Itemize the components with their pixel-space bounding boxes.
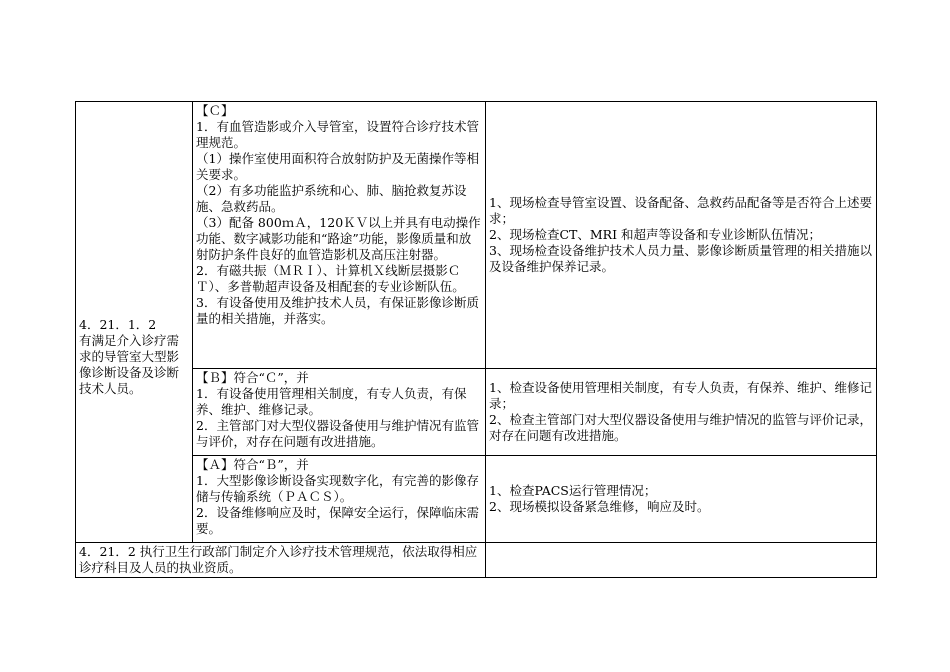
item-4-21-2-cell bbox=[76, 543, 486, 578]
grade-c-item: （2）有多功能监护系统和心、肺、脑抢救复苏设施、急救药品。 bbox=[196, 183, 467, 214]
grade-c-item: 1．有血管造影或介入导管室，设置符合诊疗技术管理规范。 bbox=[196, 119, 479, 150]
grade-c-item: （3）配备 800ｍＡ，120ＫＶ以上并具有电动操作功能、数字减影功能和“路途”功能，影像质量和放射防护条件良好的血管造影机及高压注射器。 bbox=[196, 215, 481, 262]
grade-b-item: 1．有设备使用管理相关制度，有专人负责，有保养、维护、维修记录。 bbox=[196, 386, 467, 417]
grade-a-item: 2．设备维修响应及时，保障安全运行，保障临床需要。 bbox=[196, 505, 479, 536]
grade-b-check: 2、检查主管部门对大型仪器设备使用与维护情况的监管与评价记录，对存在问题有改进措施。 bbox=[489, 412, 872, 443]
grade-a-check: 2、现场模拟设备紧急维修，响应及时。 bbox=[489, 499, 710, 514]
table-row bbox=[76, 102, 877, 369]
standards-table bbox=[75, 101, 877, 578]
grade-c-item: 3．有设备使用及维护技术人员，有保证影像诊断质量的相关措施，并落实。 bbox=[196, 295, 479, 326]
grade-c-header: 【Ｃ】 bbox=[196, 103, 234, 118]
item-id: 4．21．1．2 bbox=[79, 316, 157, 332]
grade-b-item: 2．主管部门对大型仪器设备使用与维护情况有监管与评价，对存在问题有改进措施。 bbox=[196, 418, 479, 449]
grade-b-check: 1、检查设备使用管理相关制度，有专人负责，有保养、维护、维修记录； bbox=[489, 380, 872, 411]
item-4-21-2-check-cell bbox=[486, 543, 877, 578]
item-title: 有满足介入诊疗需求的导管室大型影像诊断设备及诊断技术人员。 bbox=[79, 332, 180, 396]
grade-b-criteria-cell bbox=[193, 369, 486, 456]
grade-c-check: 1、现场检查导管室设置、设备配备、急救药品配备等是否符合上述要求； bbox=[489, 195, 872, 226]
item-id-cell bbox=[76, 102, 193, 543]
grade-a-criteria-cell bbox=[193, 456, 486, 543]
grade-c-check: 3、现场检查设备维护技术人员力量、影像诊断质量管理的相关措施以及设备维护保养记录。 bbox=[489, 243, 872, 274]
grade-a-item: 1．大型影像诊断设备实现数字化，有完善的影像存储与传输系统（ＰＡＣＳ）。 bbox=[196, 473, 479, 504]
item-4-21-2-text: 4．21．2 执行卫生行政部门制定介入诊疗技术管理规范，依法取得相应诊疗科目及人员的执业资质。 bbox=[79, 544, 478, 575]
table-row bbox=[76, 543, 877, 578]
grade-a-check: 1、检查PACS运行管理情况； bbox=[489, 483, 657, 498]
grade-b-check-cell bbox=[486, 369, 877, 456]
grade-a-header: 【Ａ】符合“Ｂ”，并 bbox=[196, 457, 309, 472]
grade-c-check-cell bbox=[486, 102, 877, 369]
table-row bbox=[76, 456, 877, 543]
grade-b-header: 【Ｂ】符合“Ｃ”，并 bbox=[196, 370, 309, 385]
grade-c-item: 2．有磁共振（ＭＲＩ）、计算机Ｘ线断层摄影ＣＴ）、多普勒超声设备及相配套的专业诊断队伍。 bbox=[196, 263, 465, 294]
grade-c-check: 2、现场检查CT、MRI 和超声等设备和专业诊断队伍情况； bbox=[489, 227, 821, 242]
table-row bbox=[76, 369, 877, 456]
grade-c-criteria-cell bbox=[193, 102, 486, 369]
grade-c-item: （1）操作室使用面积符合放射防护及无菌操作等相关要求。 bbox=[196, 151, 479, 182]
grade-a-check-cell bbox=[486, 456, 877, 543]
